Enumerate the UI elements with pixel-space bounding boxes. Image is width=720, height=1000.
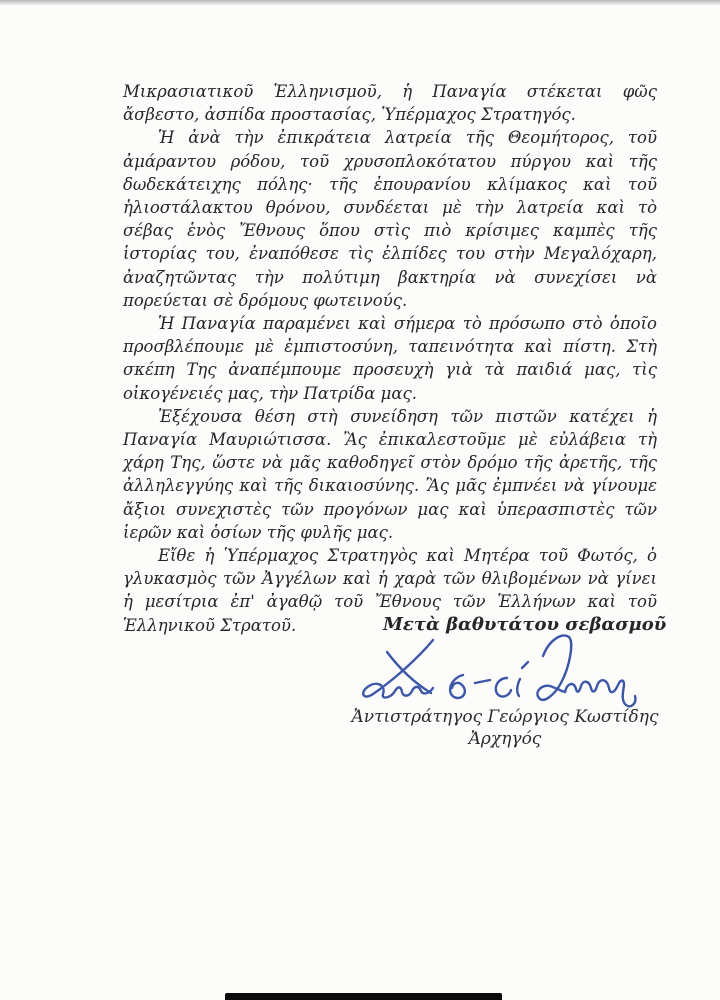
page-bottom-artifact	[225, 993, 502, 1000]
scan-top-edge	[0, 0, 720, 5]
letter-paragraph: Ἡ ἀνὰ τὴν ἐπικράτεια λατρεία τῆς Θεομήτορος, τοῦ ἀμάραντου ρόδου, τοῦ χρυσοπλοκότατου πύργου καὶ τῆς δωδεκάτειχης πόλης· τῆς ἐπουρανίου κλίμακος καὶ τοῦ ἡλιοστάλακτου θρόνου, συνδέεται μὲ τὴν λατρεία καὶ τὸ σέβας ἑνὸς Ἔθνους ὅπου στὶς πιὸ κρίσιμες καμπὲς τῆς ἱστορίας του, ἐναπόθεσε τὶς ἐλπίδες του στὴν Μεγαλόχαρη, ἀναζητῶντας τὴν πολύτιμη βακτηρία νὰ συνεχίσει νὰ πορεύεται σὲ δρόμους φωτεινούς.	[123, 128, 657, 310]
closing-line: Μετὰ βαθυτάτου σεβασμοῦ	[383, 614, 667, 635]
letter-body	[123, 80, 657, 637]
letter-paragraph: Ἐξέχουσα θέση στὴ συνείδηση τῶν πιστῶν κατέχει ἡ Παναγία Μαυριώτισσα. Ἂς ἐπικαλεστοῦμε μὲ εὐλάβεια τὴ χάρη Της, ὥστε νὰ μᾶς καθοδηγεῖ στὸν δρόμο τῆς ἀρετῆς, τῆς ἀλληλεγγύης καὶ τῆς δικαιοσύνης. Ἂς μᾶς ἐμπνέει νὰ γίνουμε ἄξιοι συνεχιστὲς τῶν προγόνων μας καὶ ὑπερασπιστὲς τῶν ἱερῶν καὶ ὁσίων τῆς φυλῆς μας.	[123, 406, 657, 542]
signer-name: Ἀντιστράτηγος Γεώργιος Κωστίδης	[351, 707, 659, 727]
signer-title: Ἀρχηγός	[468, 729, 542, 749]
signer-block	[350, 706, 660, 750]
letter-paragraph: Ἡ Παναγία παραμένει καὶ σήμερα τὸ πρόσωπο στὸ ὁποῖο προσβλέπουμε μὲ ἐμπιστοσύνη, ταπεινότητα καὶ πίστη. Στὴ σκέπη Της ἀναπέμπουμε προσευχὴ γιὰ τὰ παιδιά μας, τὶς οἰκογένειές μας, τὴν Πατρίδα μας.	[123, 314, 657, 403]
letter-paragraph: Μικρασιατικοῦ Ἑλληνισμοῦ, ἡ Παναγία στέκεται φῶς ἄσβεστο, ἀσπίδα προστασίας, Ὑπέρμαχος Στρατηγός.	[123, 82, 657, 125]
letter-paragraph: Εἴθε ἡ Ὑπέρμαχος Στρατηγὸς καὶ Μητέρα τοῦ Φωτός, ὁ γλυκασμὸς τῶν Ἀγγέλων καὶ ἡ χαρὰ τῶν θλιβομένων νὰ γίνει ἡ μεσίτρια ἐπ' ἀγαθῷ τοῦ Ἔθνους τῶν Ἑλλήνων καὶ τοῦ Ἑλληνικοῦ Στρατοῦ.	[123, 546, 657, 635]
